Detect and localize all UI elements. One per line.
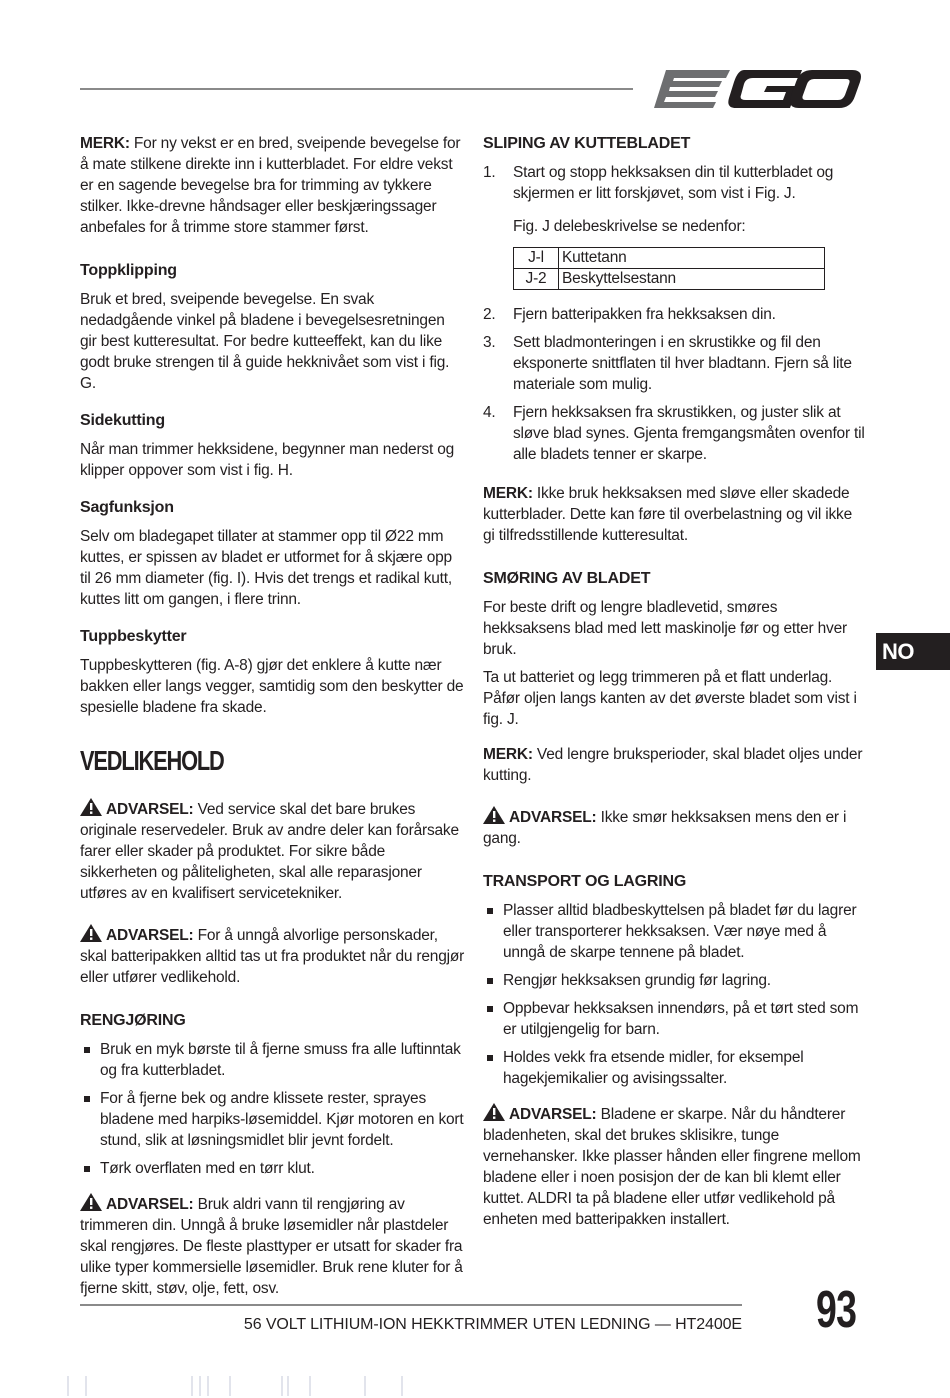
list-item bbox=[483, 402, 865, 465]
heading-sliping: SLIPING AV KUTTEBLADET bbox=[483, 135, 691, 152]
table-row bbox=[514, 269, 825, 290]
step-text: Fjern batteripakken fra hekksaksen din. bbox=[513, 306, 776, 323]
warning-water bbox=[80, 1193, 465, 1299]
heading-transport: TRANSPORT OG LAGRING bbox=[483, 873, 687, 890]
list-item: Bruk en myk børste til å fjerne smuss fra alle luftinntak og fra kutterbladet. bbox=[80, 1039, 465, 1081]
warning-triangle-icon bbox=[80, 924, 102, 942]
sharpening-steps bbox=[483, 162, 865, 204]
table-row bbox=[514, 248, 825, 269]
note-text: For ny vekst er en bred, sveipende bevegelse for å mate stilkene direkte inn i kutterbladet. For eldre vekst er en sagende bevegelse bra for trimming av tykkere stilker. Ikke-drevne håndsager eller beskjæringssager anbefales for å trimme store stammer først. bbox=[80, 135, 461, 236]
step-number: 4. bbox=[483, 404, 496, 421]
note-text: Ikke bruk hekksaksen med sløve eller skadede kutterblader. Dette kan føre til overbelastning og vil ikke gi tilfredsstillende kutteresultat. bbox=[483, 485, 853, 544]
transport-list bbox=[483, 900, 865, 1089]
step-number: 2. bbox=[483, 306, 496, 323]
ego-logo-icon bbox=[652, 64, 862, 112]
list-item: Plasser alltid bladbeskyttelsen på bladet før du lagrer eller transporterer hekksaksen. Vær nøye med å unngå de skarpe tennene på bladet. bbox=[483, 900, 865, 963]
heading-rengjoring: RENGJØRING bbox=[80, 1012, 186, 1029]
heading-tuppbeskytter: Tuppbeskytter bbox=[80, 628, 187, 645]
footer-rule bbox=[80, 1304, 742, 1306]
list-item bbox=[483, 332, 865, 395]
warning-text: Bladene er skarpe. Når du håndterer bladenheten, skal det brukes sklisikre, tunge vernehansker. Ikke plasser hånden eller fingrene mellom bladene eller i noen posisjon der de kan bli klemt eller kuttet. ALDRI ta på bladene eller utfør vedlikehold på enheten med batteripakken installert. bbox=[483, 1106, 861, 1228]
header-rule bbox=[80, 88, 633, 90]
warning-label: ADVARSEL: bbox=[106, 927, 194, 944]
paragraph-smoring-2: Ta ut batteriet og legg trimmeren på et flatt underlag. Påfør oljen langs kanten av det øverste bladet som vist i fig. J. bbox=[483, 669, 857, 728]
step-text: Start og stopp hekksaksen din til kutterbladet og skjermen er litt forskjøvet, som vist i Fig. J. bbox=[513, 164, 834, 202]
part-key: J-2 bbox=[514, 269, 559, 290]
note-text: Ved lengre bruksperioder, skal bladet oljes under kutting. bbox=[483, 746, 863, 784]
heading-toppklipping: Toppklipping bbox=[80, 262, 177, 279]
warning-label: ADVARSEL: bbox=[509, 809, 597, 826]
step-text: Sett bladmonteringen i en skrustikke og fil den eksponerte snittflaten til hver bladtann. Fjern så lite materiale som mulig. bbox=[513, 334, 852, 393]
step-number: 3. bbox=[483, 334, 496, 351]
section-title-vedlikehold: VEDLIKEHOLD bbox=[80, 745, 224, 776]
warning-triangle-icon bbox=[483, 806, 505, 824]
warning-service bbox=[80, 798, 465, 904]
list-item: Holdes vekk fra etsende midler, for eksempel hagekjemikalier og avisingssalter. bbox=[483, 1047, 865, 1089]
list-item bbox=[483, 162, 865, 204]
registration-marks-icon bbox=[60, 1376, 480, 1396]
note-long-use bbox=[483, 744, 865, 786]
heading-smoring: SMØRING AV BLADET bbox=[483, 570, 651, 587]
parts-table bbox=[513, 247, 825, 290]
list-item bbox=[483, 304, 865, 325]
fig-note: Fig. J delebeskrivelse se nedenfor: bbox=[513, 218, 746, 235]
paragraph-sagfunksjon: Selv om bladegapet tillater at stammer opp til Ø22 mm kuttes, er spissen av bladet er utformet for å skjære opp til 26 mm diameter (fig. I). Hvis det trengs et radikal kutt, kuttes litt om gangen, i flere trinn. bbox=[80, 528, 452, 608]
warning-label: ADVARSEL: bbox=[106, 1196, 194, 1213]
list-item: Rengjør hekksaksen grundig før lagring. bbox=[483, 970, 865, 991]
note-new-growth bbox=[80, 133, 465, 238]
warning-triangle-icon bbox=[80, 798, 102, 816]
paragraph-smoring-1: For beste drift og lengre bladlevetid, smøres hekksaksens blad med lett maskinolje før og etter hver bruk. bbox=[483, 599, 847, 658]
part-key: J-l bbox=[514, 248, 559, 269]
sharpening-steps-continued bbox=[483, 304, 865, 465]
paragraph-tuppbeskytter: Tuppbeskytteren (fig. A-8) gjør det enklere å kutte nær bakken eller langs vegger, samtidig som den beskytter de spesielle bladene fra skade. bbox=[80, 657, 464, 716]
part-value: Kuttetann bbox=[559, 248, 825, 269]
list-item: For å fjerne bek og andre klissete rester, sprayes bladene med harpiks-løsemiddel. Kjør motoren en kort stund, slik at løsningsmidlet blir jevnt fordelt. bbox=[80, 1088, 465, 1151]
warning-text: Bruk aldri vann til rengjøring av trimmeren din. Unngå å bruke løsemidler når plastdeler skal rengjøres. De fleste plasttyper er utsatt for skader fra ulike typer kommersielle løsemidler. Bruk rene kluter for å fjerne skitt, støv, olje, fett, osv. bbox=[80, 1196, 463, 1297]
note-label: MERK: bbox=[483, 485, 533, 502]
warning-triangle-icon bbox=[483, 1103, 505, 1121]
step-number: 1. bbox=[483, 164, 496, 181]
note-dull-blades bbox=[483, 483, 865, 546]
footer-product-title: 56 VOLT LITHIUM-ION HEKKTRIMMER UTEN LEDNING — HT2400E bbox=[243, 1316, 742, 1333]
list-item: Tørk overflaten med en tørr klut. bbox=[80, 1158, 465, 1179]
heading-sagfunksjon: Sagfunksjon bbox=[80, 499, 174, 516]
warning-text: Ved service skal det bare brukes originale reservedeler. Bruk av andre deler kan forårsake farer eller skader på produktet. For sikre både sikkerheten og påliteligheten, skal alle reparasjoner utføres av en kvalifisert servicetekniker. bbox=[80, 801, 459, 902]
language-tab: NO bbox=[876, 633, 950, 670]
paragraph-sidekutting: Når man trimmer hekksidene, begynner man nederst og klipper oppover som vist i fig. H. bbox=[80, 441, 455, 479]
warning-text: For å unngå alvorlige personskader, skal batteripakken alltid tas ut fra produktet når du rengjør eller utfører vedlikehold. bbox=[80, 927, 465, 986]
warning-lubricate bbox=[483, 806, 865, 849]
note-label: MERK: bbox=[80, 135, 130, 152]
warning-sharp-blades bbox=[483, 1103, 865, 1230]
right-column bbox=[483, 133, 865, 1244]
list-item: Oppbevar hekksaksen innendørs, på et tørt sted som er utilgjengelig for barn. bbox=[483, 998, 865, 1040]
step-text: Fjern hekksaksen fra skrustikken, og juster slik at sløve blad synes. Gjenta fremgangsmåten ovenfor til alle bladets tenner er skarpe. bbox=[513, 404, 865, 463]
warning-text: Ikke smør hekksaksen mens den er i gang. bbox=[483, 809, 847, 847]
warning-triangle-icon bbox=[80, 1193, 102, 1211]
warning-battery bbox=[80, 924, 465, 988]
cleaning-list bbox=[80, 1039, 465, 1179]
paragraph-toppklipping: Bruk et bred, sveipende bevegelse. En svak nedadgående vinkel på bladene i bevegelsesretningen gir best kutteresultat. For bedre kutteeffekt, kan du like godt bruke strengen til å guide hekknivået som vist i fig. G. bbox=[80, 291, 450, 392]
warning-label: ADVARSEL: bbox=[509, 1106, 597, 1123]
part-value: Beskyttelsestann bbox=[559, 269, 825, 290]
heading-sidekutting: Sidekutting bbox=[80, 412, 165, 429]
page-number: 93 bbox=[816, 1281, 857, 1339]
left-column bbox=[80, 133, 465, 1313]
warning-label: ADVARSEL: bbox=[106, 801, 194, 818]
note-label: MERK: bbox=[483, 746, 533, 763]
